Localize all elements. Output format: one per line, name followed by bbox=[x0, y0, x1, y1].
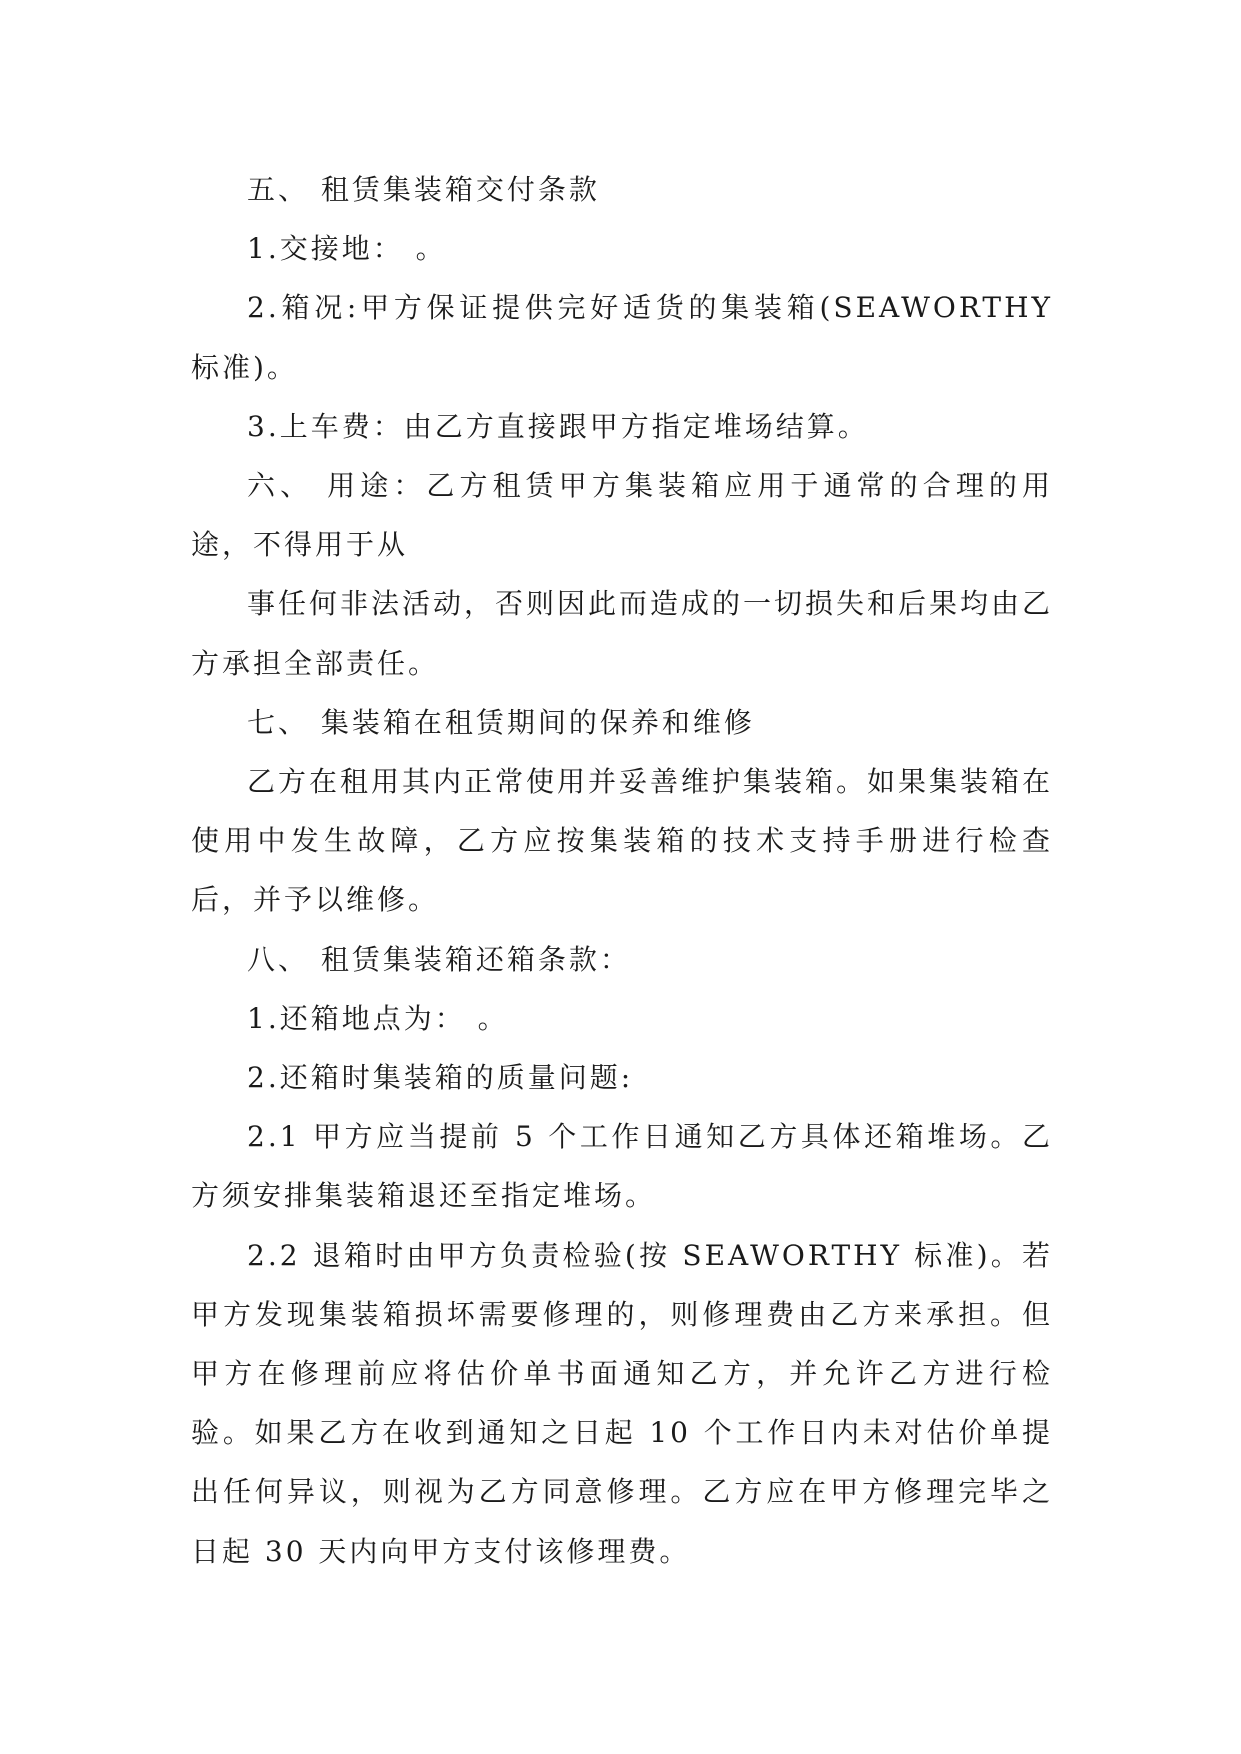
section-heading-return: 八、 租赁集装箱还箱条款： bbox=[247, 942, 631, 976]
clause-return-inspection: 2.2 退箱时由甲方负责检验(按 SEAWORTHY 标准)。若甲方发现集装箱损坏需要修理的，则修理费由乙方来承担。但甲方在修理前应将估价单书面通知乙方，并允许乙方进行检验。如果乙方在收到通知之日起 10 个工作日内未对估价单提出任何异议，则视为乙方同意修理。乙方应在甲方修理完毕之日起 30 天内向甲方支付该修理费。 bbox=[191, 1238, 1053, 1568]
clause-loading-fee: 3.上车费：由乙方直接跟甲方指定堆场结算。 bbox=[247, 409, 869, 443]
clause-return-location: 1.还箱地点为： 。 bbox=[247, 1001, 509, 1035]
clause-handover-location: 1.交接地： 。 bbox=[247, 232, 447, 266]
section-heading-delivery: 五、 租赁集装箱交付条款 bbox=[247, 173, 600, 206]
clause-return-notice: 2.1 甲方应当提前 5 个工作日通知乙方具体还箱堆场。乙方须安排集装箱退还至指定堆场。 bbox=[191, 1120, 1053, 1213]
clause-maintenance: 乙方在租用其内正常使用并妥善维护集装箱。如果集装箱在使用中发生故障，乙方应按集装箱的技术支持手册进行检查后，并予以维修。 bbox=[191, 765, 1054, 917]
clause-return-quality: 2.还箱时集装箱的质量问题: bbox=[247, 1061, 634, 1095]
section-heading-purpose: 六、 用途：乙方租赁甲方集装箱应用于通常的合理的用途，不得用于从 bbox=[191, 469, 1053, 562]
clause-purpose-continued: 事任何非法活动，否则因此而造成的一切损失和后果均由乙方承担全部责任。 bbox=[191, 587, 1054, 680]
clause-container-condition: 2.箱况:甲方保证提供完好适货的集装箱(SEAWORTHY 标准)。 bbox=[191, 291, 1053, 384]
section-heading-maintenance: 七、 集装箱在租赁期间的保养和维修 bbox=[247, 705, 755, 739]
document-page bbox=[191, 160, 1053, 1581]
